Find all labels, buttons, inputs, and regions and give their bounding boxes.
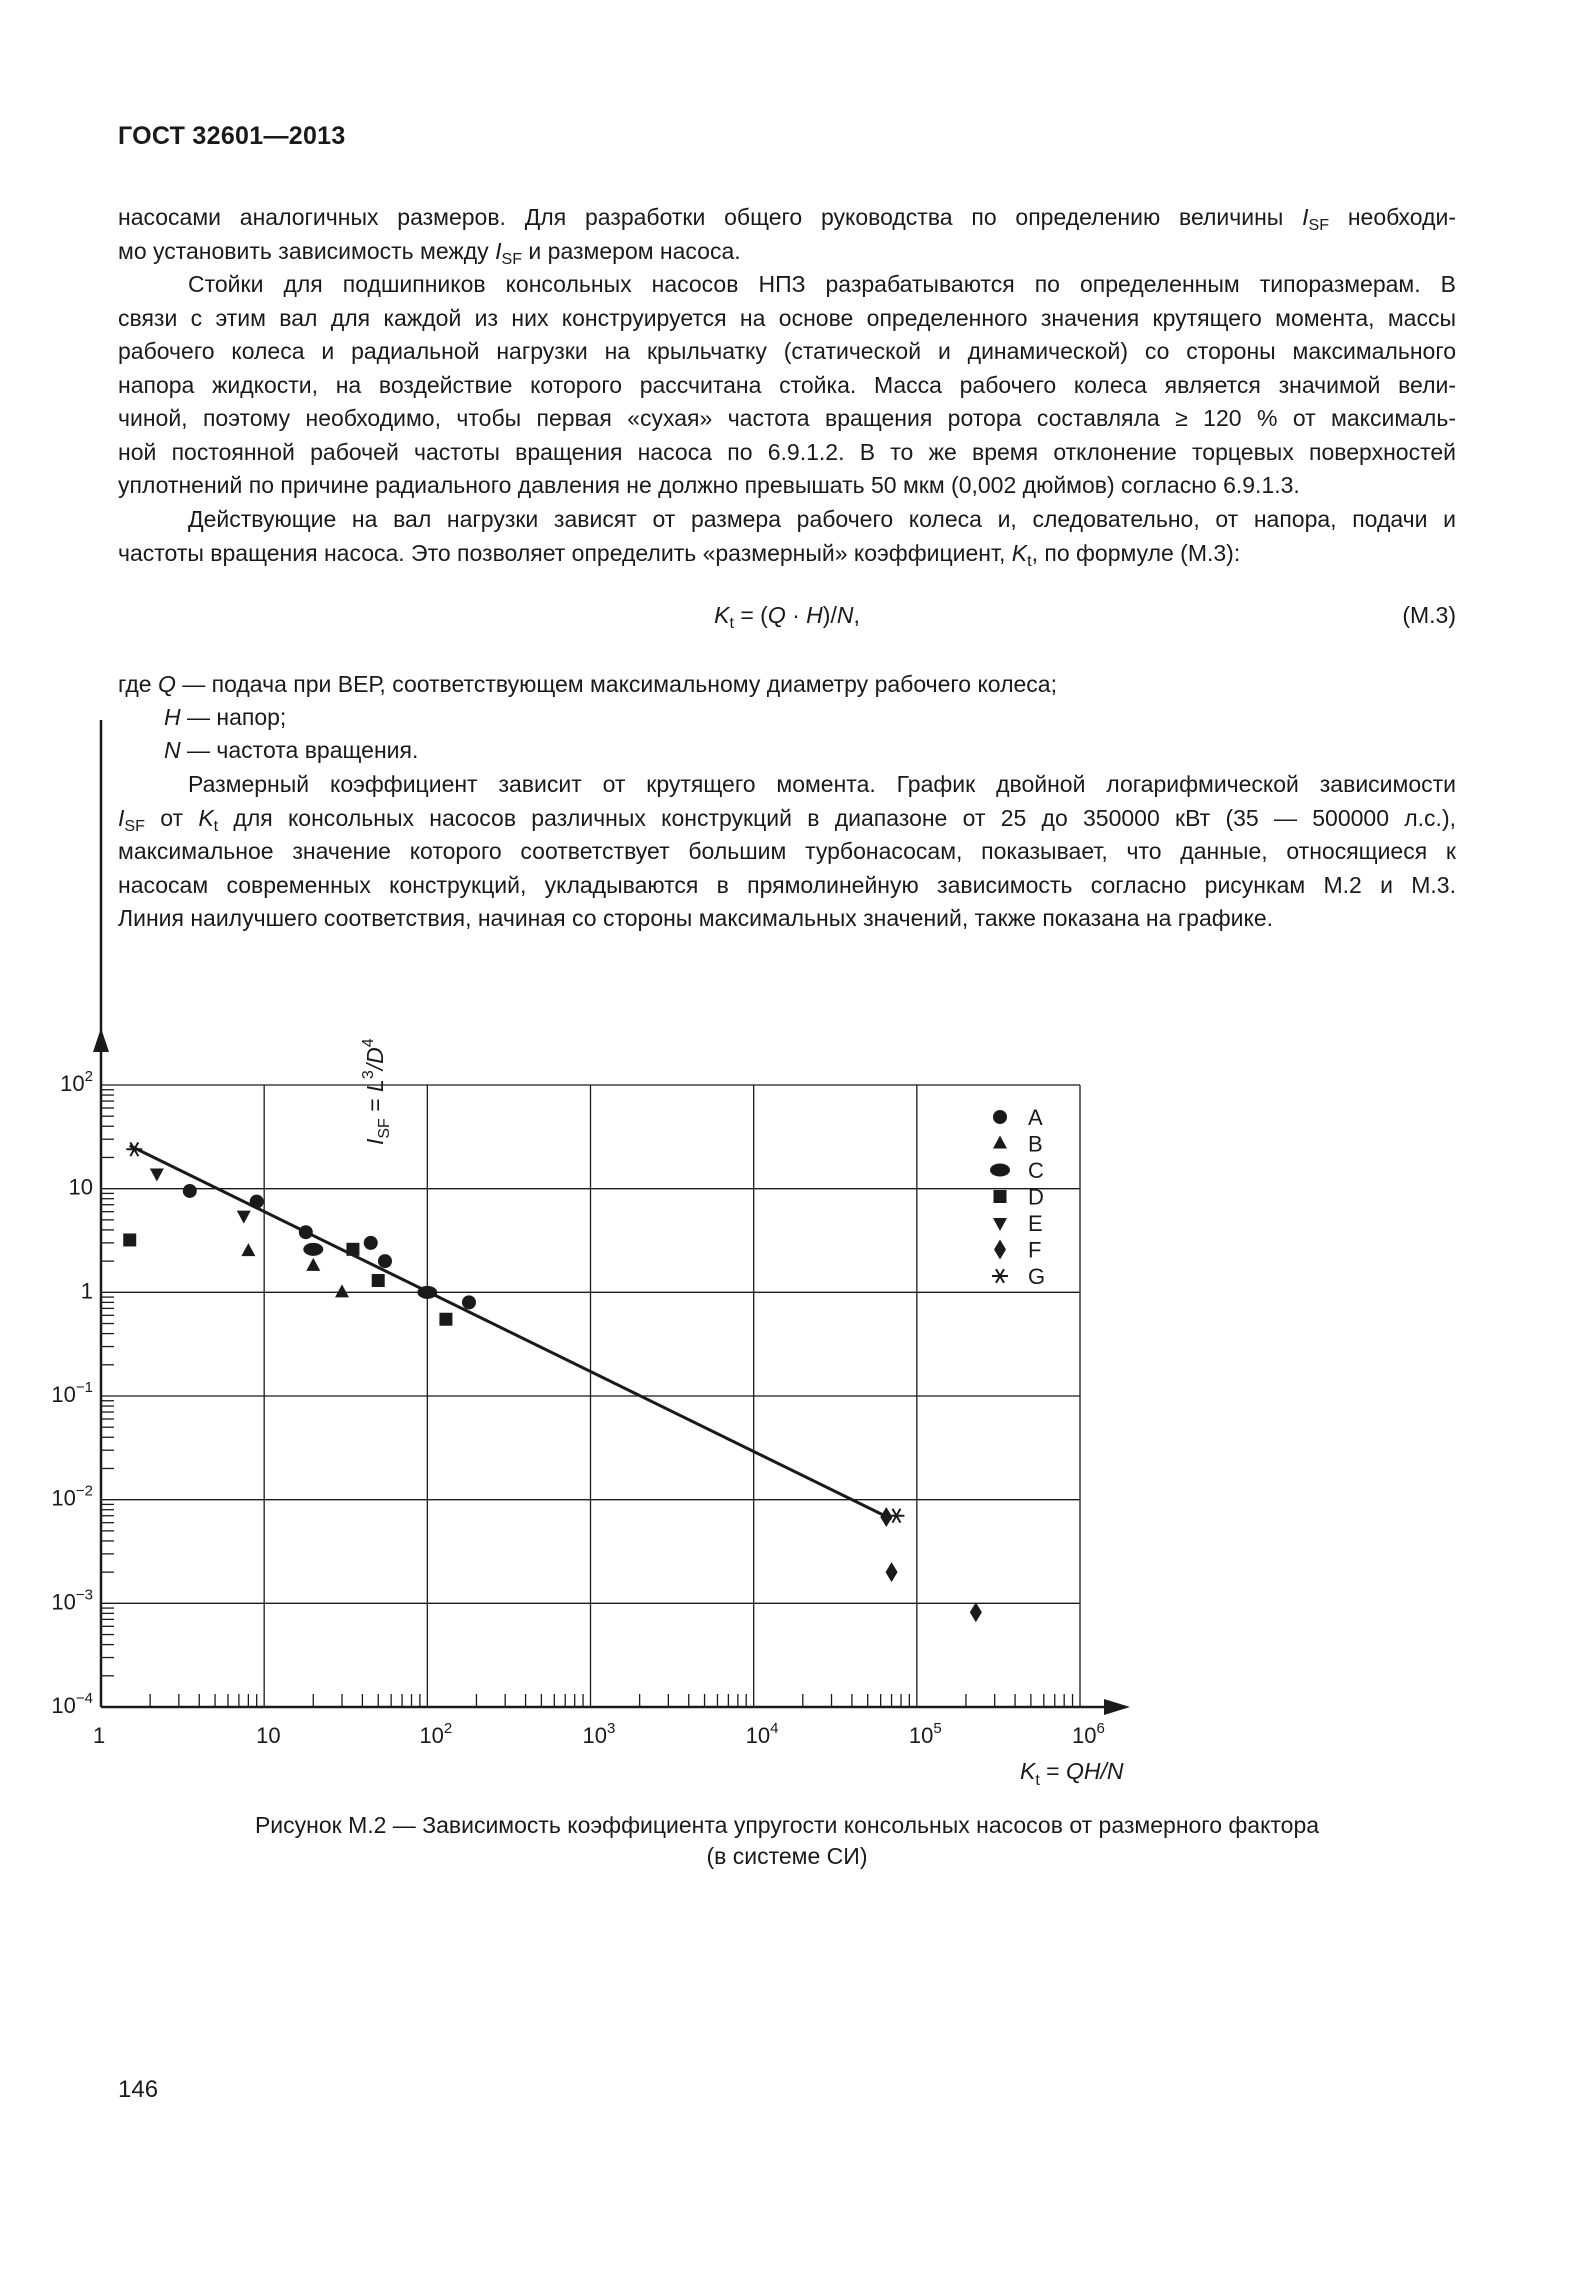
x-axis-title (1020, 1758, 1124, 1789)
point-f (886, 1562, 898, 1582)
x-tick-label: $10^6$ (1072, 1720, 1105, 1748)
x-axis-arrow (1104, 1699, 1130, 1715)
point-b (335, 1284, 349, 1297)
legend-marker-e (993, 1218, 1007, 1231)
legend-label-d: D (1028, 1184, 1044, 1210)
y-tick-label: $10^{-2}$ (51, 1482, 93, 1511)
paragraph-1: насосами аналогичных размеров. Для разработки общего руководства по определению величины $I_{SF}$ необходи- мо установить зависимость между $I_{SF}$ и размером насоса. (118, 204, 1456, 268)
point-f (880, 1507, 892, 1527)
point-d (123, 1233, 136, 1246)
point-e (237, 1211, 251, 1224)
y-tick-label: 1 (80, 1278, 93, 1304)
chart-grid (101, 1085, 1080, 1707)
legend-marker-c (990, 1164, 1010, 1177)
page-number: 146 (118, 2076, 159, 2103)
x-tick-label: $10^5$ (908, 1720, 942, 1748)
best-fit-line (130, 1146, 892, 1519)
chart-legend (990, 1105, 1045, 1289)
point-a (462, 1295, 476, 1309)
y-tick-label: 10 (68, 1174, 93, 1200)
y-tick-label: $10^{-3}$ (51, 1586, 93, 1615)
y-tick-labels (51, 1068, 93, 1718)
formula-legend: где Q — подача при ВЕР, соответствующем максимальному диаметру рабочего колеса; H — напор; N — частота вращения. (118, 671, 1057, 763)
x-tick-label: $10^3$ (582, 1720, 616, 1748)
point-a (364, 1236, 378, 1250)
y-tick-label: $10^{-4}$ (51, 1690, 93, 1718)
legend-marker-a (993, 1110, 1007, 1124)
paragraph-3: Действующие на вал нагрузки зависят от размера рабочего колеса и, следовательно, от напора, подачи и частоты вращения насоса. Это позволяет определить «размерный» коэффициент, $K_t$, по формуле (М.3): (118, 506, 1456, 570)
x-tick-label: 10 (256, 1723, 281, 1748)
x-tick-labels (93, 1720, 1105, 1748)
document-header: ГОСТ 32601—2013 (118, 122, 346, 150)
legend-marker-f (994, 1240, 1006, 1260)
point-d (346, 1243, 359, 1256)
point-b (306, 1258, 320, 1271)
y-tick-label: $10^{-1}$ (51, 1379, 93, 1407)
point-a (250, 1195, 264, 1209)
x-tick-label: $10^2$ (419, 1720, 453, 1748)
isf-vs-kt-chart (51, 1010, 1150, 1800)
paragraph-4: Размерный коэффициент зависит от крутящего момента. График двойной логарифмической зависимости $I_{SF}$ от $K_t$ для консольных насосов различных конструкций в диапазоне от 25 до 350000 кВт (35 — 500000 л.с.), максимальное значение которого соответствует большим турбонасосам, показывает, что данные, относящиеся к насосам современных конструкций, укладываются в прямолинейную зависимость согласно рисункам М.2 и М.3. Линия наилучшего соответствия, начиная со стороны максимальных значений, также показана на графике. (118, 771, 1456, 931)
y-tick-label: $10^2$ (60, 1068, 93, 1096)
svg-text:ISF = L3/D4: $I_{SF} = L^3/D^4$ (360, 1038, 393, 1145)
point-c (303, 1243, 323, 1256)
point-a (299, 1225, 313, 1239)
legend-label-g: G (1028, 1264, 1046, 1289)
point-c (417, 1286, 437, 1299)
point-g (126, 1142, 142, 1156)
data-points (123, 1142, 982, 1622)
svg-text:Kt = QH/N: $K_t = QH/N$ (1020, 1758, 1124, 1789)
legend-marker-b (993, 1136, 1007, 1149)
chart-minor-ticks (101, 1090, 1073, 1707)
legend-label-a: A (1028, 1105, 1043, 1130)
x-tick-label: $10^4$ (745, 1720, 779, 1748)
point-b (241, 1243, 255, 1256)
legend-marker-g (992, 1269, 1008, 1283)
point-e (150, 1169, 164, 1182)
legend-label-c: C (1028, 1158, 1044, 1183)
formula-m3: $K_t = (Q \cdot H)/N$, (М.3) (714, 602, 1456, 632)
point-d (372, 1274, 385, 1287)
point-a (378, 1254, 392, 1268)
paragraph-2: Стойки для подшипников консольных насосов НПЗ разрабатываются по определенным типоразмерам. В связи с этим вал для каждой из них конструируется на основе определенного значения крутящего момента, массы рабочего колеса и радиальной нагрузки на крыльчатку (статической и динамической) со стороны максимального напора жидкости, на воздействие которого рассчитана стойка. Масса рабочего колеса является значимой вели- чиной, поэтому необходимо, чтобы первая «сухая» частота вращения ротора составляла ≥ 120 % от максималь- ной постоянной рабочей частоты вращения насоса по 6.9.1.2. В то же время отклонение торцевых поверхностей уплотнений по причине радиального давления не должно превышать 50 мкм (0,002 дюймов) согласно 6.9.1.3. (118, 271, 1456, 498)
legend-marker-d (994, 1190, 1007, 1203)
legend-label-e: E (1028, 1211, 1043, 1236)
point-a (183, 1184, 197, 1198)
x-tick-label: 1 (93, 1723, 106, 1748)
y-axis-arrow (93, 1028, 109, 1052)
point-f (970, 1602, 982, 1622)
y-axis-title (360, 1038, 393, 1145)
formula-number: (М.3) (1402, 602, 1456, 628)
point-g (888, 1509, 904, 1523)
point-d (439, 1313, 452, 1326)
legend-label-f: F (1028, 1237, 1042, 1263)
figure-caption: Рисунок М.2 — Зависимость коэффициента упругости консольных насосов от размерного фактора (в системе СИ) (254, 1812, 1320, 1869)
legend-label-b: B (1028, 1131, 1043, 1157)
